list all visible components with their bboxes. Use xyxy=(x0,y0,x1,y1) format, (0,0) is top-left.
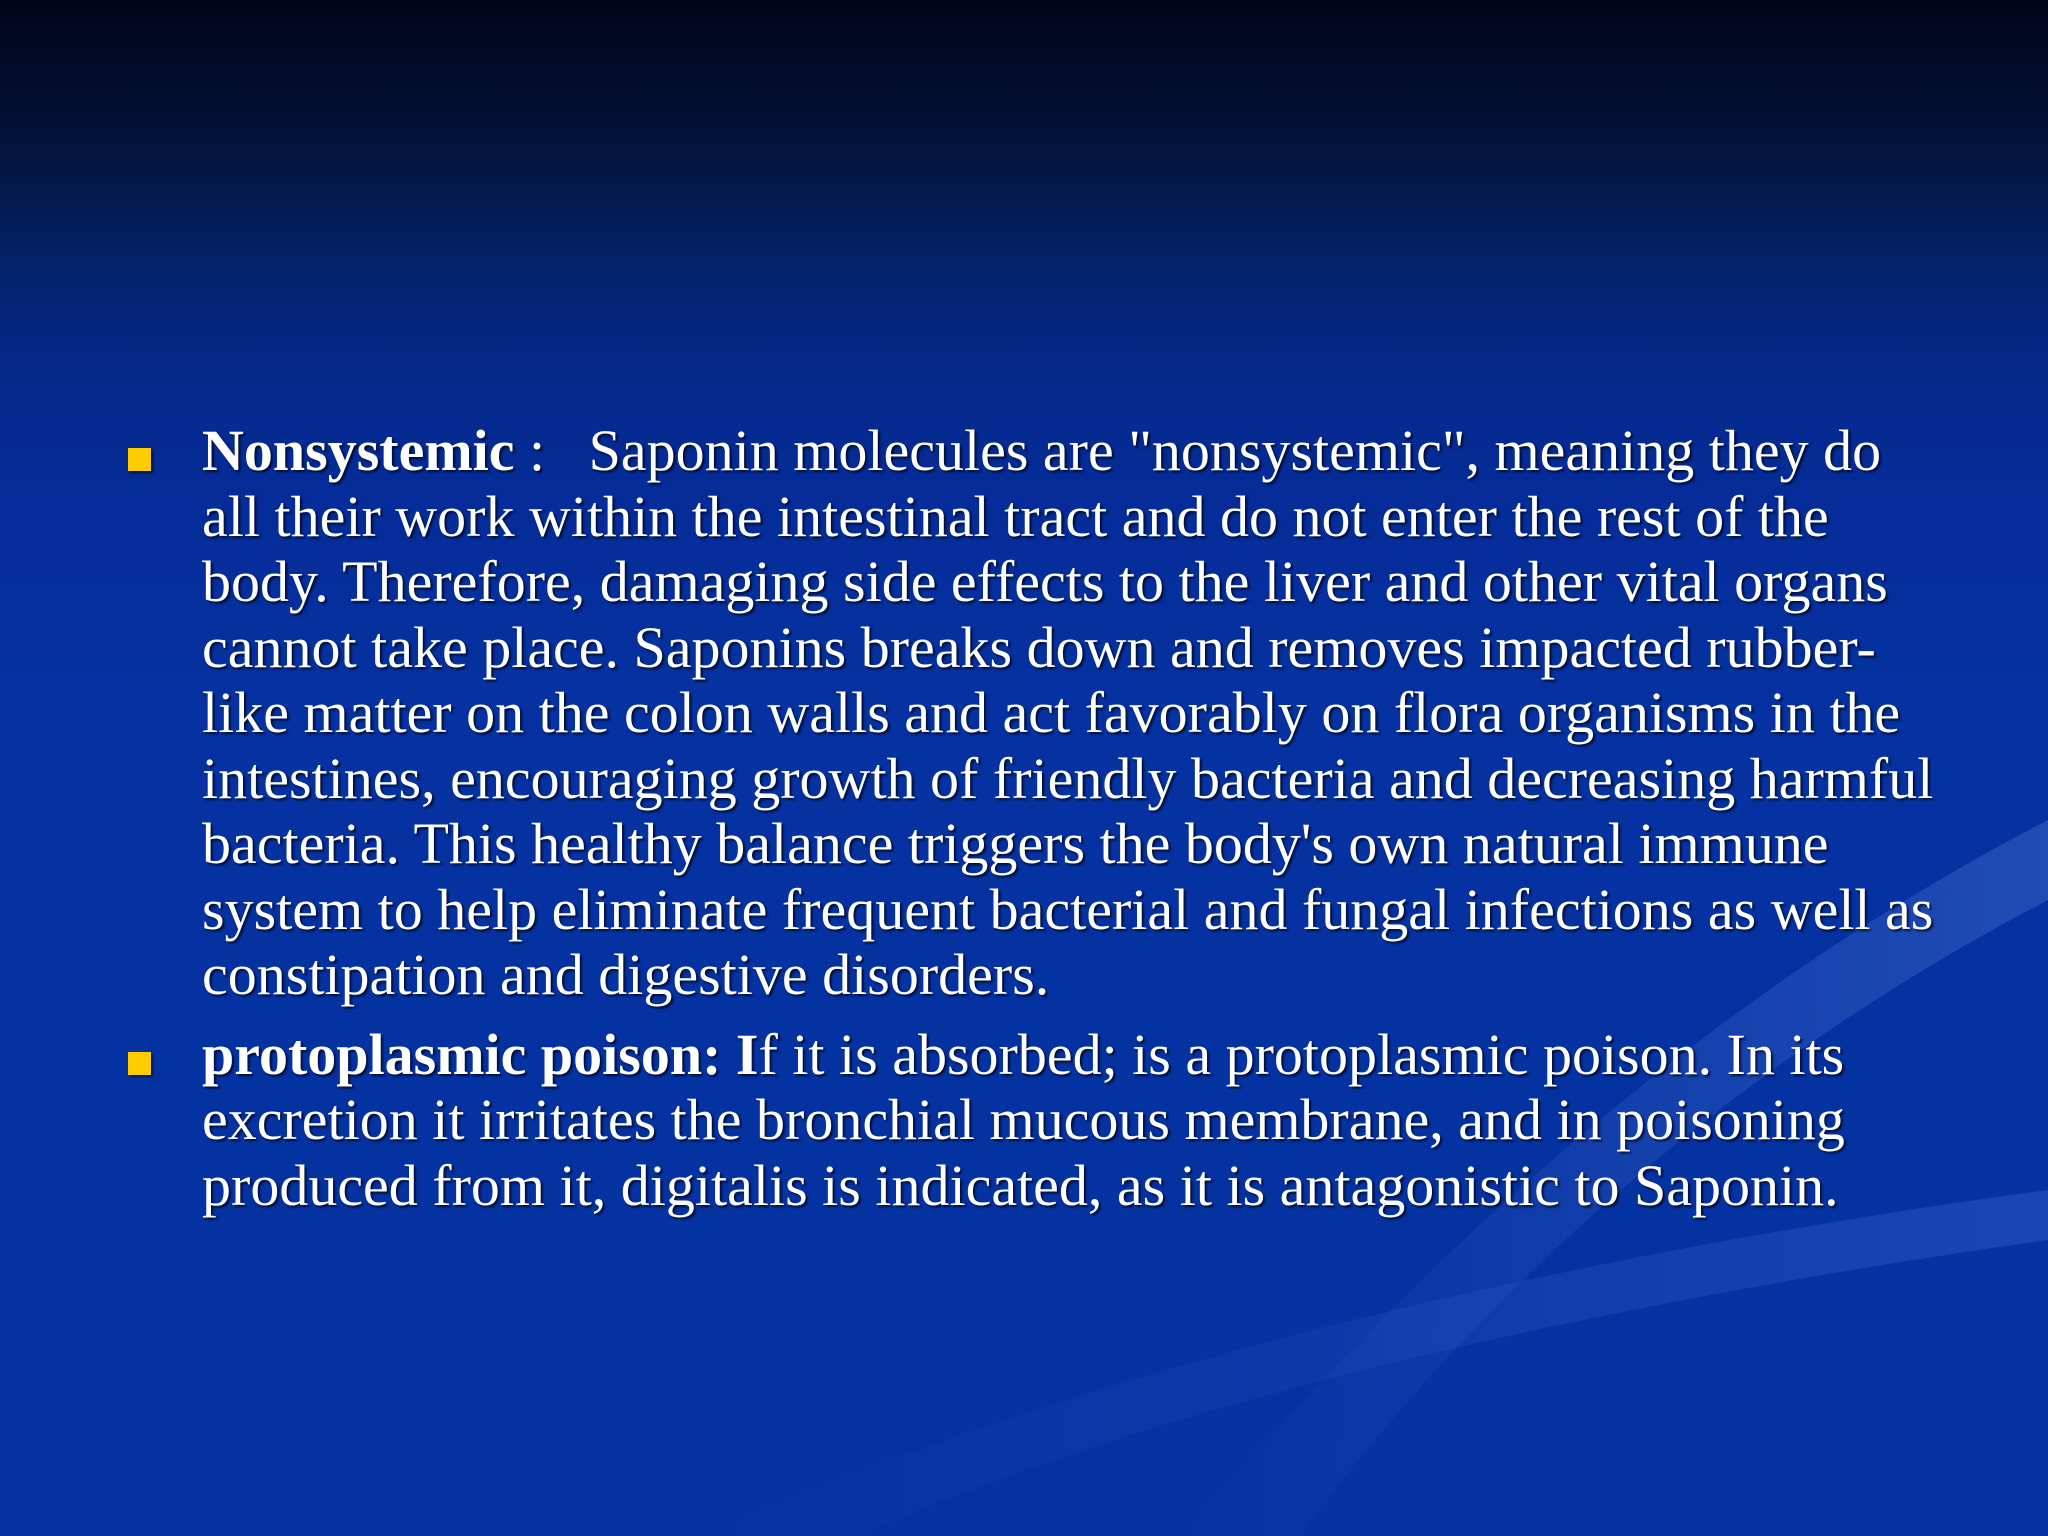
square-bullet-icon xyxy=(128,448,151,471)
bullet-list xyxy=(120,418,1950,1232)
bullet-term: Nonsystemic xyxy=(202,418,515,483)
bullet-separator: : xyxy=(514,418,589,483)
square-bullet-icon xyxy=(128,1052,151,1075)
bullet-text: Saponin molecules are "nonsystemic", meaning they do all their work within the intestinal tract and do not enter the rest of the body. Therefore, damaging side effects to the liver and other vital organs cannot take place. Saponins breaks down and removes impacted rubber-like matter on the colon walls and act favorably on flora organisms in the intestines, encouraging growth of friendly bacteria and decreasing harmful bacteria. This healthy balance triggers the body's own natural immune system to help eliminate frequent bacterial and fungal infections as well as constipation and digestive disorders. xyxy=(202,418,1934,1007)
bullet-protoplasmic-poison xyxy=(120,1022,1950,1219)
bullet-term: protoplasmic poison: I xyxy=(202,1021,759,1087)
bullet-text: f it is absorbed; is a protoplasmic poison. In its excretion it irritates the bronchial mucous membrane, and in poisoning produced from it, digitalis is indicated, as it is antagonistic to Saponin. xyxy=(202,1021,1845,1218)
bullet-nonsystemic xyxy=(120,418,1950,1008)
